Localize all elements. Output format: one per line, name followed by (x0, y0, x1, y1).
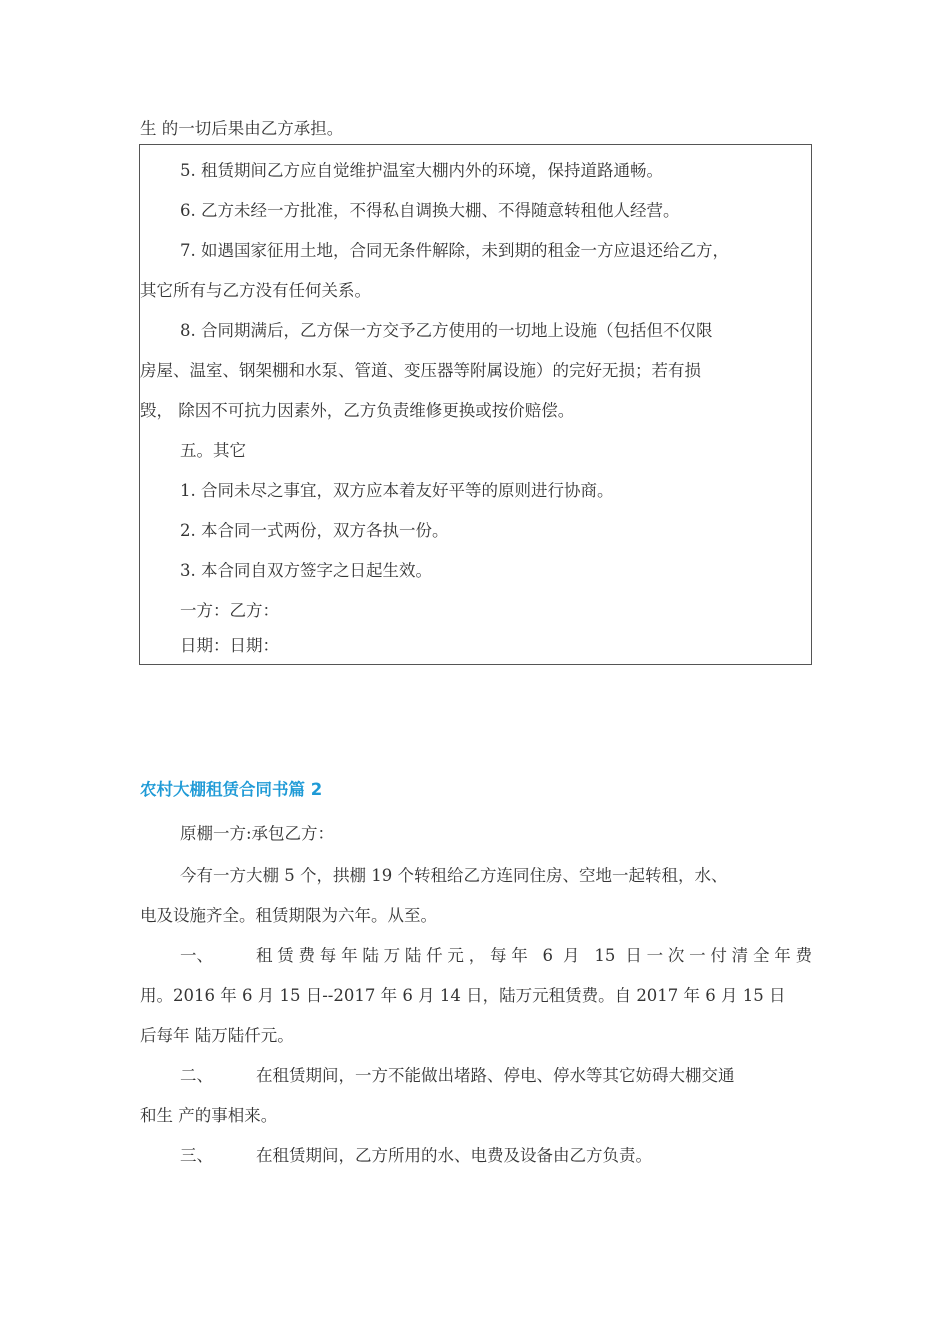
clause-2-number: 二、 (180, 1066, 213, 1085)
date-line: 日期：日期： (180, 636, 279, 655)
clause-2-line-1 (140, 1056, 812, 1096)
clause-2-text: 在租赁期间，一方不能做出堵路、停电、停水等其它妨碍大棚交通 (256, 1066, 735, 1085)
term-8-line-3: 毁， 除因不可抗力因素外，乙方负责维修更换或按价赔偿。 (140, 401, 575, 420)
intro-line-2: 电及设施齐全。租赁期限为六年。从至。 (140, 906, 437, 925)
term-8-line-1: 8. 合同期满后，乙方保一方交予乙方使用的一切地上设施（包括但不仅限 (180, 321, 713, 340)
clause-1-line-1 (140, 936, 812, 976)
clause-1-number: 一、 (180, 946, 213, 965)
signature-line: 一方：乙方： (180, 601, 279, 620)
clause-2-line-2: 和生 产的事相来。 (140, 1106, 278, 1125)
clause-3-number: 三、 (180, 1146, 213, 1165)
term-8-line-2: 房屋、温室、钢架棚和水泵、管道、变压器等附属设施）的完好无损；若有损 (140, 361, 701, 380)
section-5-item-3: 3. 本合同自双方签字之日起生效。 (180, 561, 432, 580)
intro-line-1: 今有一方大棚 5 个，拱棚 19 个转租给乙方连同住房、空地一起转租，水、 (180, 866, 728, 885)
term-5: 5. 租赁期间乙方应自觉维护温室大棚内外的环境，保持道路通畅。 (180, 161, 663, 180)
article-2-title: 农村大棚租赁合同书篇 2 (140, 780, 323, 799)
clause-1-text: 租赁费每年陆万陆仟元，每年 6 月 15 日一次一付清全年费 (256, 946, 812, 965)
clause-3-text: 在租赁期间，乙方所用的水、电费及设备由乙方负责。 (256, 1146, 652, 1165)
clause-1-line-3: 后每年 陆万陆仟元。 (140, 1026, 294, 1045)
parties-line: 原棚一方:承包乙方： (180, 824, 335, 843)
term-7-line-2: 其它所有与乙方没有任何关系。 (140, 281, 371, 300)
clause-3-line-1 (140, 1136, 812, 1176)
term-6: 6. 乙方未经一方批准，不得私自调换大棚、不得随意转租他人经营。 (180, 201, 680, 220)
continued-paragraph: 生 的一切后果由乙方承担。 (140, 119, 344, 138)
section-5-item-2: 2. 本合同一式两份，双方各执一份。 (180, 521, 449, 540)
section-5-heading: 五。其它 (180, 441, 246, 460)
clause-1-line-2: 用。2016 年 6 月 15 日--2017 年 6 月 14 日，陆万元租赁费。自 2017 年 6 月 15 日 (140, 986, 786, 1005)
term-7-line-1: 7. 如遇国家征用土地，合同无条件解除，未到期的租金一方应退还给乙方， (180, 241, 729, 260)
section-5-item-1: 1. 合同未尽之事宜，双方应本着友好平等的原则进行协商。 (180, 481, 614, 500)
contract-terms-box (139, 144, 812, 665)
